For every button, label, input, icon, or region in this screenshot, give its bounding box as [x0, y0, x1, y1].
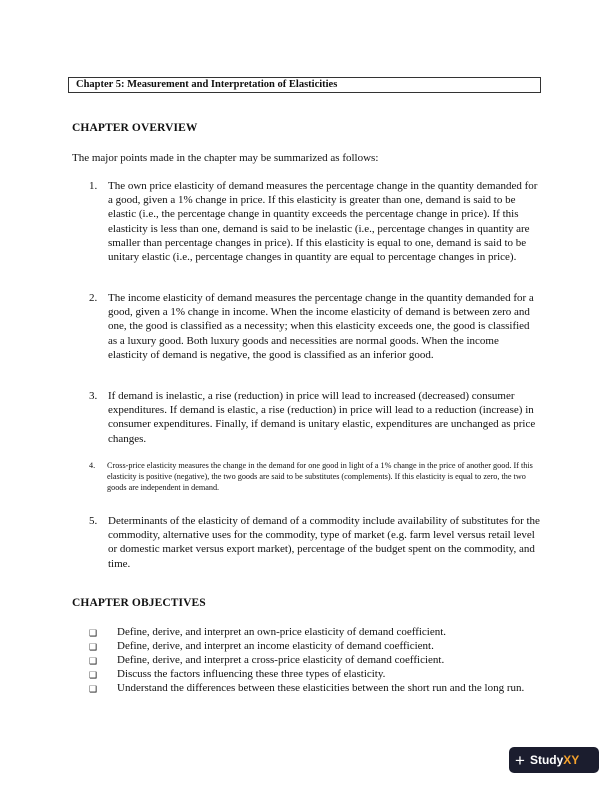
- checkbox-bullet-icon: ❑: [89, 656, 98, 666]
- chapter-title: Chapter 5: Measurement and Interpretation of Elasticities: [76, 79, 338, 90]
- item-text: The own price elasticity of demand measures the percentage change in the quantity demanded for a good, given a 1% change in price. If this elasticity is greater than one, demand is said to be elastic (i.e., the percentage change in quantity exceeds the percentage change in price). If this elasticity is less than one, demand is said to be inelastic (i.e., percentage changes in quantity are smaller than percentage changes in price). If this elasticity is equal to one, demand is said to be unitary elastic (i.e., percentage changes in quantity are equal to percentage changes in price).: [108, 180, 538, 264]
- objective-item: [89, 625, 541, 639]
- plus-icon: +: [515, 750, 525, 770]
- checkbox-bullet-icon: ❑: [89, 642, 98, 652]
- item-number: 2.: [89, 292, 98, 304]
- brand-name: [530, 753, 579, 767]
- brand-text-study: Study: [529, 753, 564, 767]
- objective-text: Define, derive, and interpret an income elasticity of demand coefficient.: [117, 640, 434, 652]
- objective-text: Define, derive, and interpret an own-price elasticity of demand coefficient.: [117, 626, 447, 638]
- list-item: [89, 460, 541, 494]
- list-item: [89, 291, 541, 362]
- chapter-title-box: [68, 77, 541, 93]
- list-item: [89, 389, 541, 446]
- item-number: 4.: [89, 461, 96, 470]
- list-item: [89, 179, 541, 264]
- item-text: Cross-price elasticity measures the change in the demand for one good in light of a 1% change in the price of another good. If this elasticity is positive (negative), the two goods are said to be substitutes (complements). If this elasticity is equal to zero, the two goods are independent in demand.: [107, 461, 533, 493]
- studyxy-watermark-badge: [509, 747, 599, 773]
- objective-item: [89, 653, 541, 667]
- objective-item: [89, 681, 541, 695]
- item-number: 3.: [89, 390, 98, 402]
- item-text: The income elasticity of demand measures the percentage change in the quantity demanded for a good, given a 1% change in income. When the income elasticity of demand is between zero and one, the good is classified as a necessity; when this elasticity exceeds one, the good is classified as a luxury good. Both luxury goods and necessities are normal goods. When the income elasticity of demand is negative, the good is classified as an inferior good.: [108, 292, 534, 361]
- objective-text: Define, derive, and interpret a cross-price elasticity of demand coefficient.: [117, 654, 445, 666]
- objectives-heading: CHAPTER OBJECTIVES: [72, 597, 206, 609]
- item-text: Determinants of the elasticity of demand of a commodity include availability of substitutes for the commodity, alternative uses for the commodity, type of market (e.g. farm level versus retail level or domestic market versus export market), percentage of the budget spent on the commodity, and time.: [108, 515, 540, 570]
- objective-text: Understand the differences between these elasticities between the short run and the long run.: [117, 682, 525, 694]
- objective-item: [89, 667, 541, 681]
- brand-text-xy: XY: [563, 753, 580, 767]
- overview-intro: The major points made in the chapter may be summarized as follows:: [72, 152, 379, 164]
- checkbox-bullet-icon: ❑: [89, 684, 98, 694]
- overview-heading: CHAPTER OVERVIEW: [72, 122, 198, 134]
- objective-text: Discuss the factors influencing these three types of elasticity.: [117, 668, 386, 680]
- item-text: If demand is inelastic, a rise (reduction) in price will lead to increased (decreased) consumer expenditures. If demand is elastic, a rise (reduction) in price will lead to a reduction (increase) in consumer expenditures. Finally, if demand is unitary elastic, expenditures are unchanged as price changes.: [108, 390, 536, 445]
- list-item: [89, 514, 541, 571]
- checkbox-bullet-icon: ❑: [89, 670, 98, 680]
- item-number: 5.: [89, 515, 98, 527]
- objective-item: [89, 639, 541, 653]
- item-number: 1.: [89, 180, 98, 192]
- checkbox-bullet-icon: ❑: [89, 628, 98, 638]
